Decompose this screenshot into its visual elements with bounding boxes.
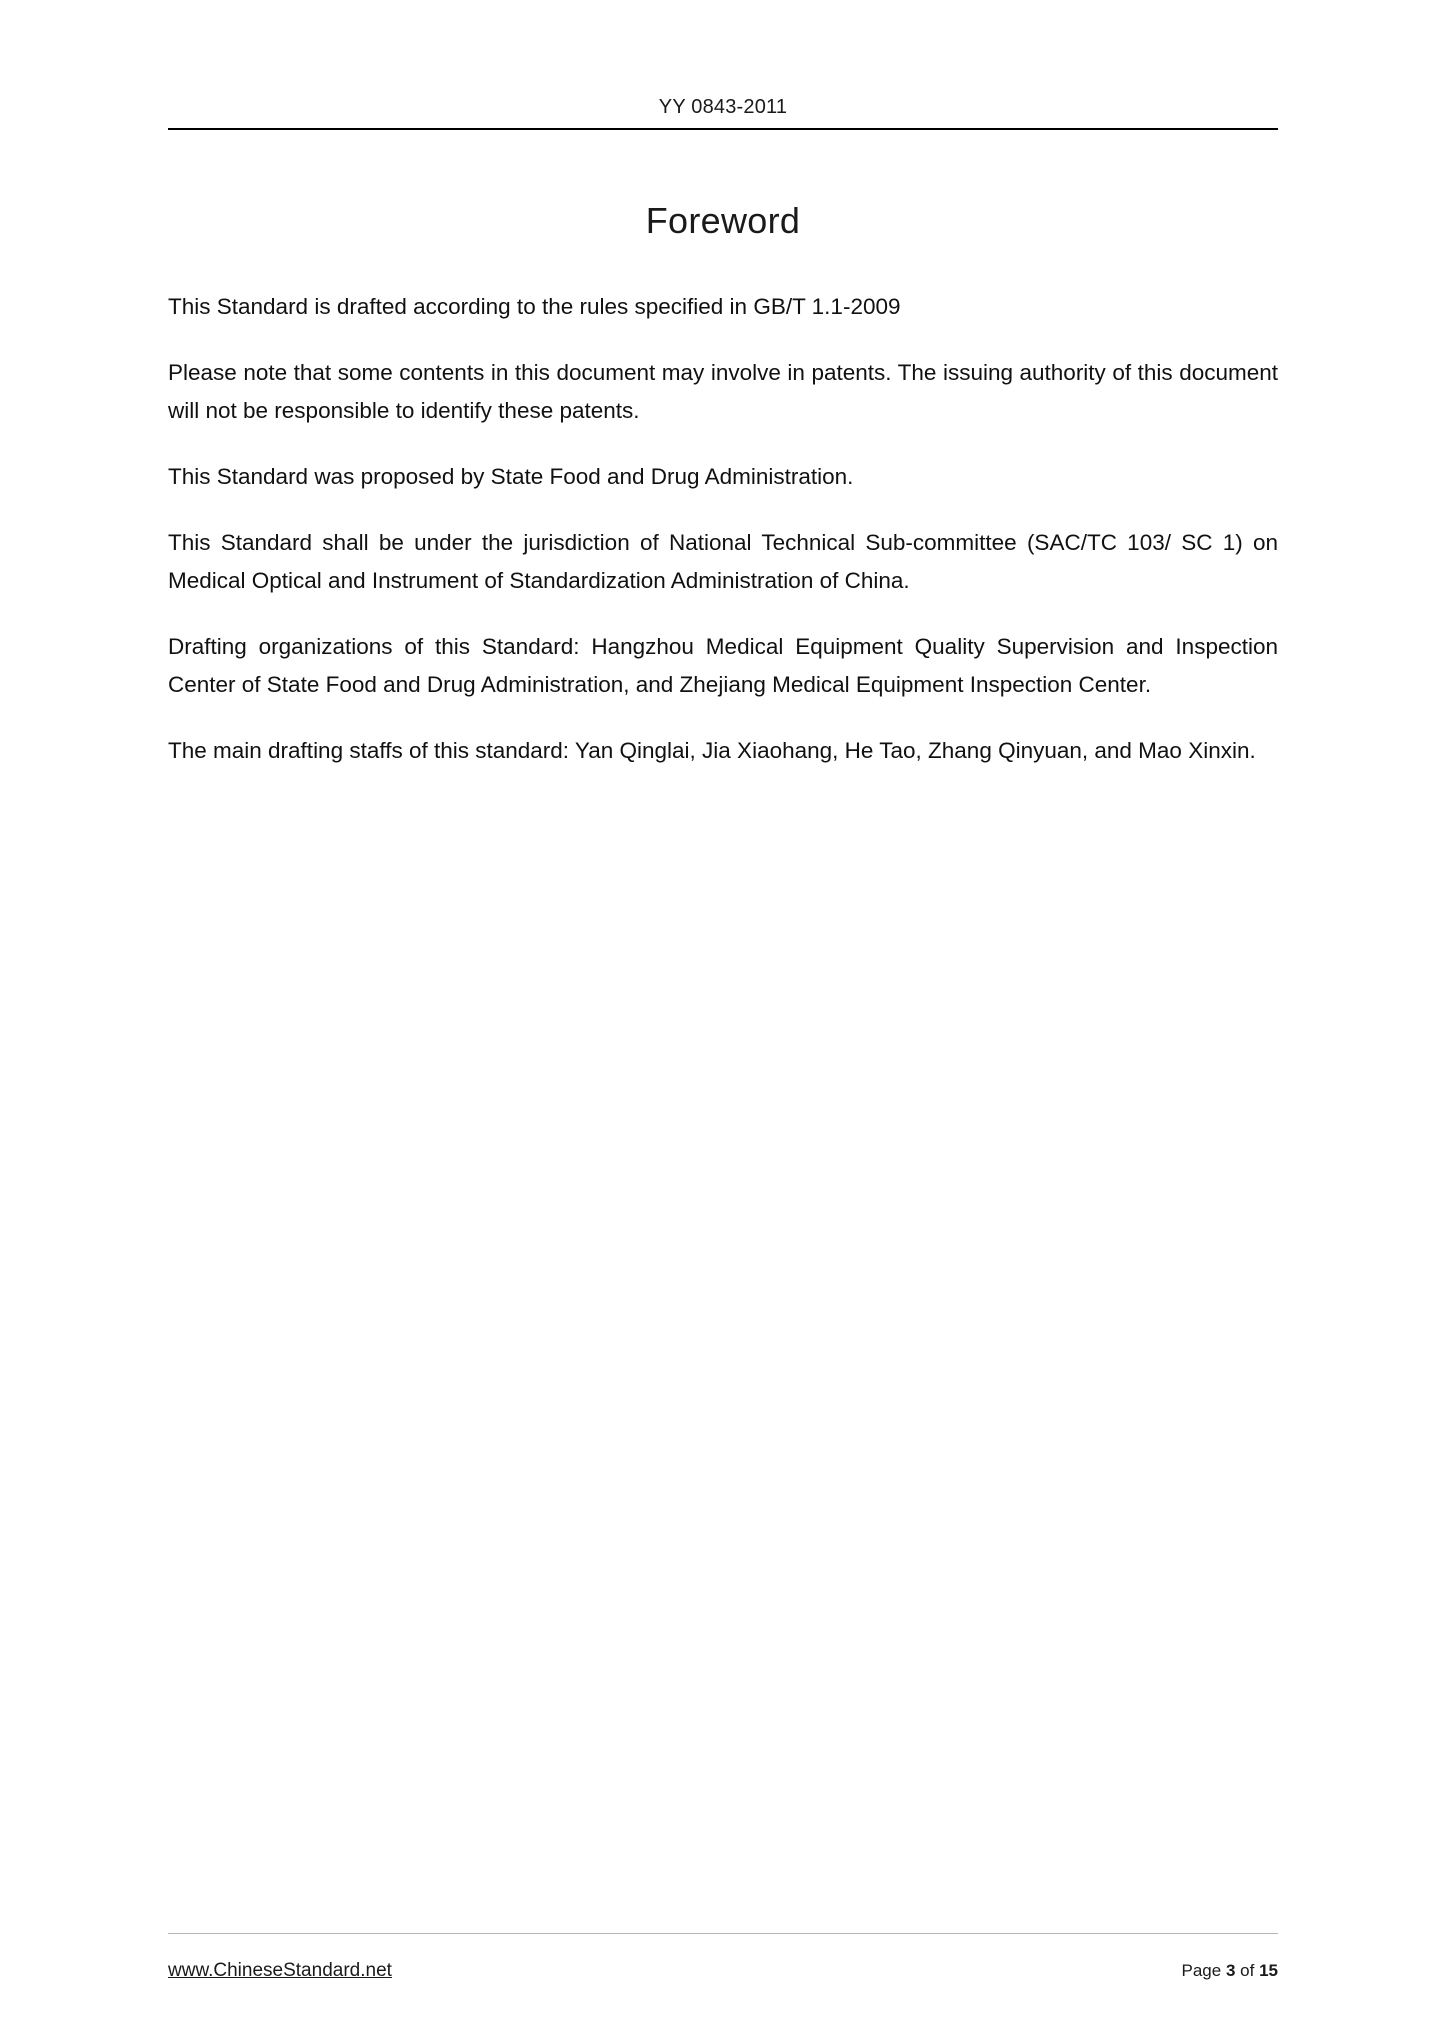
paragraph-patent-notice: Please note that some contents in this document may involve in patents. The issuing authority of this document will not be responsible to identify these patents.	[168, 360, 1278, 423]
footer-page-of: of	[1240, 1961, 1255, 1980]
footer-page-indicator	[1182, 1961, 1278, 1981]
page-footer	[168, 1960, 1278, 1982]
paragraph-drafting-organizations: Drafting organizations of this Standard: Hangzhou Medical Equipment Quality Supervision and Inspection Center of State Food and Drug Administration, and Zhejiang Medical Equipment Inspection Center.	[168, 634, 1278, 697]
page-title: Foreword	[645, 200, 801, 241]
document-body	[168, 200, 1278, 770]
footer-page-number: 3	[1225, 1961, 1236, 1980]
paragraph-drafting-staff: The main drafting staffs of this standard: Yan Qinglai, Jia Xiaohang, He Tao, Zhang Qinyuan, and Mao Xinxin.	[168, 738, 1256, 763]
footer-page-prefix: Page	[1181, 1961, 1222, 1980]
footer-website-link[interactable]: www.ChineseStandard.net	[168, 1960, 392, 1981]
paragraph-drafting-rules: This Standard is drafted according to the rules specified in GB/T 1.1-2009	[168, 294, 901, 319]
paragraph-proposed-by: This Standard was proposed by State Food and Drug Administration.	[168, 464, 854, 489]
page-header-standard-number: YY 0843-2011	[658, 96, 788, 118]
footer-divider	[168, 1933, 1278, 1934]
paragraph-jurisdiction: This Standard shall be under the jurisdiction of National Technical Sub-committee (SAC/TC 103/ SC 1) on Medical Optical and Instrument of Standardization Administration of China.	[168, 530, 1278, 593]
footer-page-total: 15	[1259, 1961, 1278, 1980]
header-divider	[168, 128, 1278, 130]
